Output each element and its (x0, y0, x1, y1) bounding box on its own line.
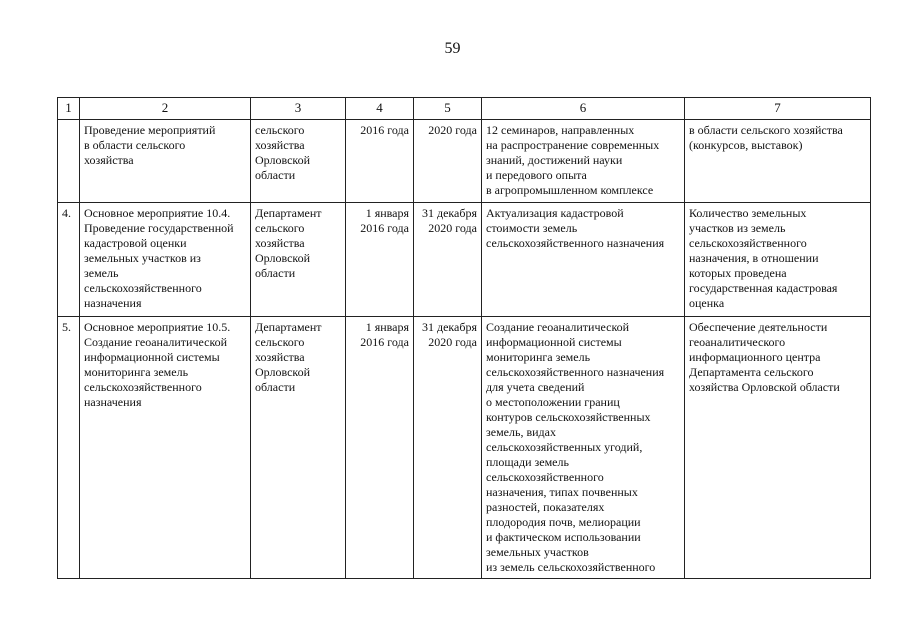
indicator-cell (685, 120, 871, 203)
cell-line: земель (84, 266, 119, 280)
start-date-cell (346, 120, 414, 203)
cell-line: 1 января (365, 206, 409, 220)
cell-line: и передового опыта (486, 168, 587, 182)
event-cell (80, 317, 251, 579)
row-number-cell: 5. (58, 317, 80, 579)
cell-line: мониторинга земель (486, 350, 591, 364)
cell-line: 2016 года (360, 123, 409, 137)
end-date-cell (414, 317, 482, 579)
cell-line: назначения (84, 395, 142, 409)
table-row (58, 317, 871, 579)
end-date-cell (414, 203, 482, 317)
cell-line: Актуализация кадастровой (486, 206, 624, 220)
cell-line: области (255, 380, 296, 394)
cell-line: о местоположении границ (486, 395, 620, 409)
executor-cell (251, 203, 346, 317)
cell-line: сельскохозяйственного назначения (486, 365, 665, 379)
cell-line: кадастровой оценки (84, 236, 187, 250)
column-header: 2 (80, 98, 251, 120)
cell-line: Создание геоаналитической (84, 335, 228, 349)
start-date-cell (346, 203, 414, 317)
cell-line: назначения, типах почвенных (486, 485, 638, 499)
cell-line: области (255, 266, 296, 280)
cell-line: сельского (255, 335, 305, 349)
table-row (58, 203, 871, 317)
cell-line: Основное мероприятие 10.4. (84, 206, 231, 220)
cell-line: сельскохозяйственного назначения (486, 236, 665, 250)
cell-line: 1 января (365, 320, 409, 334)
cell-line: назначения, в отношении (689, 251, 819, 265)
cell-line: государственная кадастровая (689, 281, 838, 295)
cell-line: земель, видах (486, 425, 556, 439)
cell-line: Основное мероприятие 10.5. (84, 320, 231, 334)
cell-line: мониторинга земель (84, 365, 189, 379)
cell-line: 31 декабря (421, 320, 477, 334)
end-date-cell (414, 120, 482, 203)
cell-line: хозяйства (255, 138, 305, 152)
cell-line: плодородия почв, мелиорации (486, 515, 641, 529)
cell-line: Количество земельных (689, 206, 807, 220)
event-cell (80, 120, 251, 203)
event-cell (80, 203, 251, 317)
cell-line: Проведение мероприятий (84, 123, 216, 137)
cell-line: информационной системы (486, 335, 622, 349)
cell-line: площади земель (486, 455, 569, 469)
cell-line: сельскохозяйственного (486, 470, 604, 484)
cell-line: Орловской (255, 365, 311, 379)
cell-line: 31 декабря (421, 206, 477, 220)
cell-line: сельскохозяйственного (84, 281, 202, 295)
column-header: 1 (58, 98, 80, 120)
executor-cell (251, 317, 346, 579)
start-date-cell (346, 317, 414, 579)
cell-line: Проведение государственной (84, 221, 234, 235)
cell-line: на распространение современных (486, 138, 660, 152)
result-cell (482, 120, 685, 203)
cell-line: для учета сведений (486, 380, 585, 394)
cell-line: и фактическом использовании (486, 530, 641, 544)
cell-line: знаний, достижений науки (486, 153, 623, 167)
indicator-cell (685, 203, 871, 317)
table-header-row (58, 98, 871, 120)
cell-line: информационной системы (84, 350, 220, 364)
cell-line: стоимости земель (486, 221, 578, 235)
executor-cell (251, 120, 346, 203)
cell-line: сельскохозяйственных угодий, (486, 440, 643, 454)
row-number-cell (58, 120, 80, 203)
page-number: 59 (444, 40, 461, 57)
cell-line: контуров сельскохозяйственных (486, 410, 651, 424)
row-number-cell: 4. (58, 203, 80, 317)
cell-line: земельных участков из (84, 251, 201, 265)
table-row (58, 120, 871, 203)
cell-line: геоаналитического (689, 335, 786, 349)
column-header: 6 (482, 98, 685, 120)
cell-line: Департамент (255, 320, 322, 334)
cell-line: в агропромышленном комплексе (486, 183, 654, 197)
cell-line: Орловской (255, 153, 311, 167)
cell-line: 2020 года (428, 221, 477, 235)
cell-line: Обеспечение деятельности (689, 320, 828, 334)
cell-line: сельскохозяйственного (689, 236, 807, 250)
cell-line: 2020 года (428, 123, 477, 137)
result-cell (482, 203, 685, 317)
column-header: 3 (251, 98, 346, 120)
cell-line: Орловской (255, 251, 311, 265)
cell-line: Создание геоаналитической (486, 320, 630, 334)
cell-line: 2016 года (360, 335, 409, 349)
cell-line: участков из земель (689, 221, 786, 235)
cell-line: (конкурсов, выставок) (689, 138, 803, 152)
cell-line: из земель сельскохозяйственного (486, 560, 656, 574)
cell-line: сельского (255, 123, 305, 137)
cell-line: хозяйства (255, 236, 305, 250)
cell-line: назначения (84, 296, 142, 310)
cell-line: земельных участков (486, 545, 589, 559)
cell-line: 12 семинаров, направленных (486, 123, 635, 137)
cell-line: Департамента сельского (689, 365, 814, 379)
cell-line: сельскохозяйственного (84, 380, 202, 394)
cell-line: сельского (255, 221, 305, 235)
cell-line: которых проведена (689, 266, 787, 280)
program-table (57, 97, 871, 579)
cell-line: в области сельского (84, 138, 186, 152)
result-cell (482, 317, 685, 579)
cell-line: 2016 года (360, 221, 409, 235)
cell-line: области (255, 168, 296, 182)
column-header: 5 (414, 98, 482, 120)
cell-line: Департамент (255, 206, 322, 220)
cell-line: в области сельского хозяйства (689, 123, 843, 137)
cell-line: разностей, показателях (486, 500, 605, 514)
column-header: 7 (685, 98, 871, 120)
cell-line: хозяйства (255, 350, 305, 364)
cell-line: 2020 года (428, 335, 477, 349)
cell-line: информационного центра (689, 350, 821, 364)
column-header: 4 (346, 98, 414, 120)
indicator-cell (685, 317, 871, 579)
cell-line: хозяйства Орловской области (689, 380, 840, 394)
cell-line: хозяйства (84, 153, 134, 167)
cell-line: оценка (689, 296, 725, 310)
